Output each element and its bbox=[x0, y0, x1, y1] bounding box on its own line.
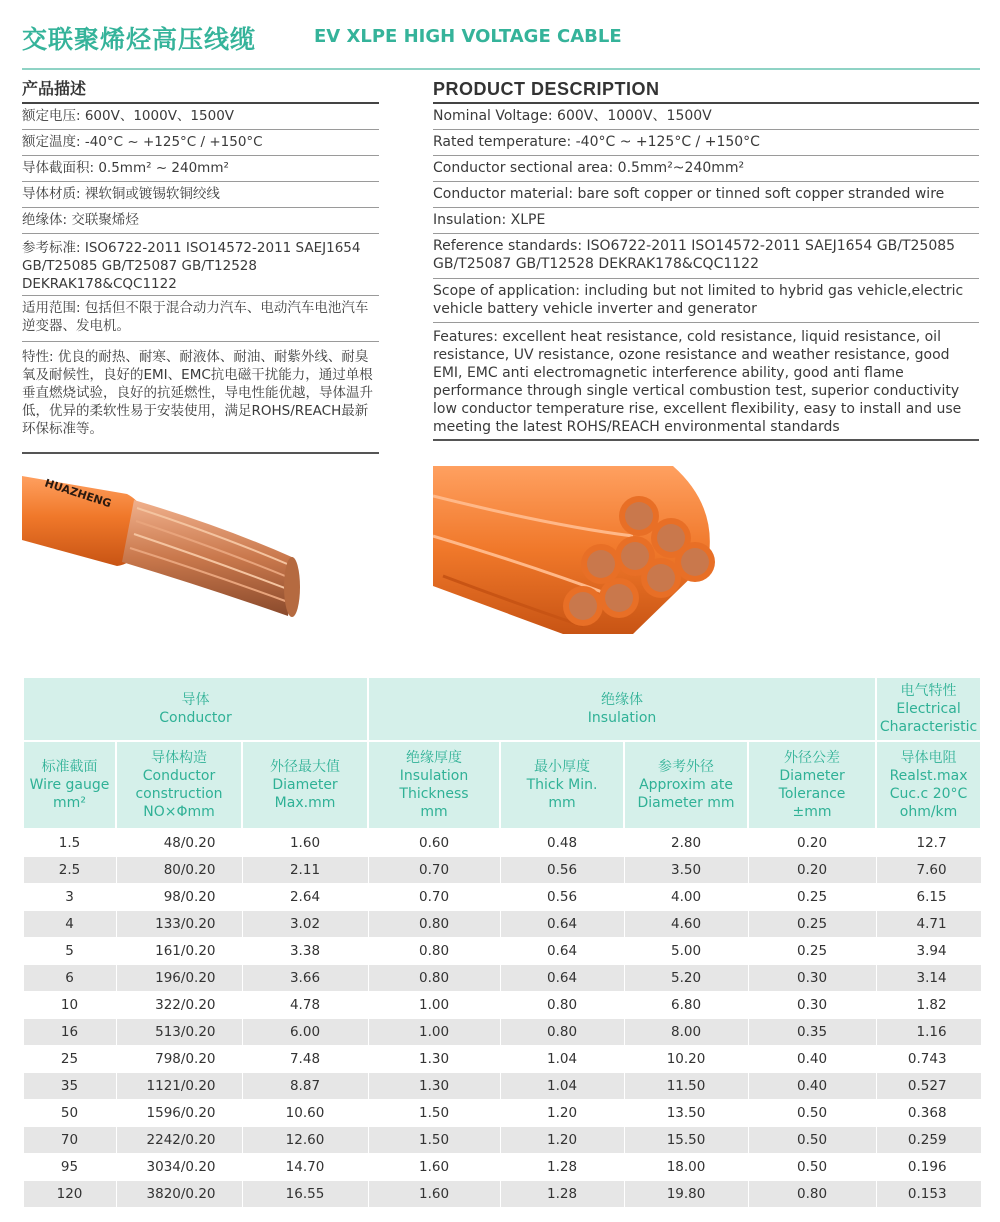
cell-thick-min: 1.28 bbox=[500, 1153, 624, 1180]
cell-thick-min: 1.20 bbox=[500, 1126, 624, 1153]
copper-strands bbox=[122, 500, 294, 616]
cell-resistance: 0.743 bbox=[876, 1045, 981, 1072]
cell-thick-min: 0.64 bbox=[500, 964, 624, 991]
spec-temperature-cn: 额定温度: -40°C ~ +125°C / +150°C bbox=[22, 130, 379, 156]
col-label-en: Wire gauge bbox=[29, 777, 110, 793]
group-label-cn: 导体 bbox=[181, 692, 210, 708]
spec-voltage-cn: 额定电压: 600V、1000V、1500V bbox=[22, 104, 379, 130]
cell-tolerance: 0.50 bbox=[748, 1099, 876, 1126]
spec-scope-en: Scope of application: including but not limited to hybrid gas vehicle,electric vehicle battery vehicle inverter and generator bbox=[433, 279, 979, 323]
col-label-en: construction bbox=[135, 786, 223, 802]
cell-construction: 196/0.20 bbox=[116, 964, 242, 991]
page-title-en: EV XLPE HIGH VOLTAGE CABLE bbox=[314, 26, 622, 47]
spec-standards-cn: 参考标准: ISO6722-2011 ISO14572-2011 SAEJ1654 GB/T25085 GB/T25087 GB/T12528 DEKRAK178&CQC1122 bbox=[22, 234, 379, 296]
col-label-cn: 最小厚度 bbox=[534, 759, 591, 775]
cell-gauge: 6 bbox=[23, 964, 116, 991]
cell-tolerance: 0.25 bbox=[748, 883, 876, 910]
spec-features-cn: 特性: 优良的耐热、耐寒、耐液体、耐油、耐紫外线、耐臭氧及耐候性，良好的EMI、EMC抗电磁干扰能力，通过单根垂直燃烧试验，良好的抗延燃性，导电性能优越，导体温升低，优异的柔软性易于安装使用，满足ROHS/REACH最新环保标准等。 bbox=[22, 342, 379, 454]
cell-approx-diameter: 6.80 bbox=[624, 991, 748, 1018]
col-label-en: Cuc.c 20°C bbox=[889, 786, 968, 802]
cell-resistance: 0.196 bbox=[876, 1153, 981, 1180]
cell-gauge: 25 bbox=[23, 1045, 116, 1072]
cell-thick-min: 0.56 bbox=[500, 883, 624, 910]
col-header-gauge bbox=[23, 741, 116, 829]
cell-resistance: 1.16 bbox=[876, 1018, 981, 1045]
section-heading-en: PRODUCT DESCRIPTION bbox=[433, 76, 979, 104]
spec-material-cn: 导体材质: 裸软铜或镀锡软铜绞线 bbox=[22, 182, 379, 208]
table-row bbox=[23, 856, 981, 883]
cell-construction: 1121/0.20 bbox=[116, 1072, 242, 1099]
cell-tolerance: 0.35 bbox=[748, 1018, 876, 1045]
col-label-en: Conductor bbox=[142, 768, 216, 784]
table-row bbox=[23, 964, 981, 991]
cell-construction: 322/0.20 bbox=[116, 991, 242, 1018]
cell-resistance: 7.60 bbox=[876, 856, 981, 883]
spec-scope-cn: 适用范围: 包括但不限于混合动力汽车、电动汽车电池汽车逆变器、发电机。 bbox=[22, 296, 379, 342]
cell-construction: 98/0.20 bbox=[116, 883, 242, 910]
cell-thick-min: 0.64 bbox=[500, 910, 624, 937]
col-label-en: Realst.max bbox=[889, 768, 968, 784]
cell-tolerance: 0.80 bbox=[748, 1180, 876, 1207]
cell-diameter-max: 2.11 bbox=[242, 856, 368, 883]
description-cn bbox=[22, 76, 379, 454]
cell-insulation-thickness: 1.60 bbox=[368, 1180, 500, 1207]
cell-construction: 80/0.20 bbox=[116, 856, 242, 883]
col-unit: mm bbox=[420, 804, 448, 820]
cell-thick-min: 0.80 bbox=[500, 991, 624, 1018]
cell-approx-diameter: 3.50 bbox=[624, 856, 748, 883]
col-unit: mm bbox=[548, 795, 576, 811]
cell-tolerance: 0.50 bbox=[748, 1126, 876, 1153]
cell-diameter-max: 3.02 bbox=[242, 910, 368, 937]
cell-gauge: 1.5 bbox=[23, 829, 116, 856]
col-header-resistance bbox=[876, 741, 981, 829]
spec-material-en: Conductor material: bare soft copper or tinned soft copper stranded wire bbox=[433, 182, 979, 208]
table-row bbox=[23, 1072, 981, 1099]
col-label-cn: 导体构造 bbox=[151, 750, 207, 766]
group-header-conductor bbox=[23, 677, 368, 741]
cell-diameter-max: 6.00 bbox=[242, 1018, 368, 1045]
cell-construction: 133/0.20 bbox=[116, 910, 242, 937]
cell-insulation-thickness: 1.50 bbox=[368, 1126, 500, 1153]
cell-insulation-thickness: 1.00 bbox=[368, 991, 500, 1018]
cell-diameter-max: 1.60 bbox=[242, 829, 368, 856]
col-label-cn: 参考外径 bbox=[658, 759, 715, 775]
cell-construction: 48/0.20 bbox=[116, 829, 242, 856]
table-row bbox=[23, 1018, 981, 1045]
cell-thick-min: 1.20 bbox=[500, 1099, 624, 1126]
cell-approx-diameter: 4.00 bbox=[624, 883, 748, 910]
group-label-en: Characteristic bbox=[879, 719, 978, 735]
table-row bbox=[23, 991, 981, 1018]
cell-approx-diameter: 2.80 bbox=[624, 829, 748, 856]
cell-approx-diameter: 5.00 bbox=[624, 937, 748, 964]
cell-approx-diameter: 10.20 bbox=[624, 1045, 748, 1072]
title-bar bbox=[22, 18, 980, 70]
cell-approx-diameter: 15.50 bbox=[624, 1126, 748, 1153]
col-label-en: Diameter bbox=[779, 768, 845, 784]
cell-gauge: 2.5 bbox=[23, 856, 116, 883]
table-row bbox=[23, 829, 981, 856]
cell-tolerance: 0.25 bbox=[748, 937, 876, 964]
cell-thick-min: 0.80 bbox=[500, 1018, 624, 1045]
group-label-cn: 电气特性 bbox=[900, 683, 957, 699]
cell-gauge: 10 bbox=[23, 991, 116, 1018]
cell-gauge: 4 bbox=[23, 910, 116, 937]
cell-resistance: 0.368 bbox=[876, 1099, 981, 1126]
cell-tolerance: 0.25 bbox=[748, 910, 876, 937]
cell-diameter-max: 12.60 bbox=[242, 1126, 368, 1153]
spec-standards-en: Reference standards: ISO6722-2011 ISO14572-2011 SAEJ1654 GB/T25085 GB/T25087 GB/T12528 DEKRAK178&CQC1122 bbox=[433, 234, 979, 279]
col-unit: NO×Φmm bbox=[143, 804, 215, 820]
cell-tolerance: 0.20 bbox=[748, 829, 876, 856]
spec-area-cn: 导体截面积: 0.5mm² ~ 240mm² bbox=[22, 156, 379, 182]
cell-tolerance: 0.40 bbox=[748, 1072, 876, 1099]
cable-bundle-photo bbox=[433, 466, 723, 636]
cell-resistance: 12.7 bbox=[876, 829, 981, 856]
col-label-en: Diameter bbox=[272, 777, 338, 793]
cell-diameter-max: 10.60 bbox=[242, 1099, 368, 1126]
group-label-en: Conductor bbox=[159, 710, 232, 726]
table-body bbox=[23, 829, 981, 1207]
cell-insulation-thickness: 0.70 bbox=[368, 856, 500, 883]
spec-insulation-cn: 绝缘体: 交联聚烯烃 bbox=[22, 208, 379, 234]
cell-construction: 3820/0.20 bbox=[116, 1180, 242, 1207]
cell-gauge: 3 bbox=[23, 883, 116, 910]
cell-approx-diameter: 5.20 bbox=[624, 964, 748, 991]
cell-resistance: 0.259 bbox=[876, 1126, 981, 1153]
cell-construction: 513/0.20 bbox=[116, 1018, 242, 1045]
cell-insulation-thickness: 1.60 bbox=[368, 1153, 500, 1180]
spec-area-en: Conductor sectional area: 0.5mm²~240mm² bbox=[433, 156, 979, 182]
cell-gauge: 5 bbox=[23, 937, 116, 964]
cell-diameter-max: 2.64 bbox=[242, 883, 368, 910]
spec-features-en: Features: excellent heat resistance, cold resistance, liquid resistance, oil resistance, UV resistance, ozone resistance and weather resistance, good EMI, EMC anti electromagnetic interference ability, good anti flame performance through single vertical combustion test, superior conductivity low conductor temperature rise, excellent flexibility, easy to install and use meeting the latest ROHS/REACH environmental standards bbox=[433, 323, 979, 441]
cell-gauge: 35 bbox=[23, 1072, 116, 1099]
cell-approx-diameter: 18.00 bbox=[624, 1153, 748, 1180]
table-row bbox=[23, 1045, 981, 1072]
col-label-en: Thick Min. bbox=[526, 777, 598, 793]
cell-approx-diameter: 8.00 bbox=[624, 1018, 748, 1045]
cell-insulation-thickness: 1.00 bbox=[368, 1018, 500, 1045]
col-header-tolerance bbox=[748, 741, 876, 829]
cell-thick-min: 1.04 bbox=[500, 1072, 624, 1099]
cell-thick-min: 0.64 bbox=[500, 937, 624, 964]
cable-brand-label: HUAZHENG bbox=[43, 476, 113, 511]
cell-approx-diameter: 4.60 bbox=[624, 910, 748, 937]
cell-thick-min: 1.04 bbox=[500, 1045, 624, 1072]
col-label-en: Tolerance bbox=[778, 786, 846, 802]
cell-resistance: 3.94 bbox=[876, 937, 981, 964]
page-title-cn: 交联聚烯烃高压线缆 bbox=[22, 25, 257, 54]
cell-construction: 2242/0.20 bbox=[116, 1126, 242, 1153]
table-row bbox=[23, 1153, 981, 1180]
cell-gauge: 16 bbox=[23, 1018, 116, 1045]
cell-approx-diameter: 13.50 bbox=[624, 1099, 748, 1126]
table-row bbox=[23, 937, 981, 964]
col-header-thick-min bbox=[500, 741, 624, 829]
cell-approx-diameter: 19.80 bbox=[624, 1180, 748, 1207]
cell-diameter-max: 7.48 bbox=[242, 1045, 368, 1072]
description-en bbox=[433, 76, 979, 441]
col-label-cn: 导体电阻 bbox=[900, 750, 957, 766]
col-header-insulation-thickness bbox=[368, 741, 500, 829]
cell-gauge: 70 bbox=[23, 1126, 116, 1153]
cell-gauge: 95 bbox=[23, 1153, 116, 1180]
cell-insulation-thickness: 1.30 bbox=[368, 1072, 500, 1099]
cell-resistance: 0.527 bbox=[876, 1072, 981, 1099]
spec-voltage-en: Nominal Voltage: 600V、1000V、1500V bbox=[433, 104, 979, 130]
col-header-diameter-max bbox=[242, 741, 368, 829]
spec-insulation-en: Insulation: XLPE bbox=[433, 208, 979, 234]
cell-tolerance: 0.30 bbox=[748, 964, 876, 991]
table-row bbox=[23, 1180, 981, 1207]
cell-diameter-max: 3.38 bbox=[242, 937, 368, 964]
cell-insulation-thickness: 1.50 bbox=[368, 1099, 500, 1126]
cell-tolerance: 0.40 bbox=[748, 1045, 876, 1072]
group-header-electrical bbox=[876, 677, 981, 741]
cell-insulation-thickness: 1.30 bbox=[368, 1045, 500, 1072]
cell-gauge: 50 bbox=[23, 1099, 116, 1126]
cell-insulation-thickness: 0.70 bbox=[368, 883, 500, 910]
table-row bbox=[23, 883, 981, 910]
cell-resistance: 3.14 bbox=[876, 964, 981, 991]
strand-end bbox=[284, 557, 300, 617]
single-cable-photo bbox=[22, 466, 312, 626]
col-header-approx-diameter bbox=[624, 741, 748, 829]
cell-insulation-thickness: 0.80 bbox=[368, 964, 500, 991]
spec-temperature-en: Rated temperature: -40°C ~ +125°C / +150°C bbox=[433, 130, 979, 156]
cell-thick-min: 1.28 bbox=[500, 1180, 624, 1207]
col-label-cn: 外径最大值 bbox=[270, 759, 340, 775]
cell-construction: 3034/0.20 bbox=[116, 1153, 242, 1180]
specification-table bbox=[22, 676, 982, 1208]
table-row bbox=[23, 910, 981, 937]
table-row bbox=[23, 1126, 981, 1153]
cell-insulation-thickness: 0.80 bbox=[368, 937, 500, 964]
cell-construction: 798/0.20 bbox=[116, 1045, 242, 1072]
table-row bbox=[23, 1099, 981, 1126]
col-unit: ohm/km bbox=[899, 804, 958, 820]
cell-thick-min: 0.48 bbox=[500, 829, 624, 856]
cell-diameter-max: 16.55 bbox=[242, 1180, 368, 1207]
cell-diameter-max: 4.78 bbox=[242, 991, 368, 1018]
group-label-en: Insulation bbox=[587, 710, 657, 726]
col-label-en: Max.mm bbox=[274, 795, 336, 811]
col-header-construction bbox=[116, 741, 242, 829]
col-label-cn: 绝缘厚度 bbox=[406, 750, 463, 766]
cell-insulation-thickness: 0.60 bbox=[368, 829, 500, 856]
cell-thick-min: 0.56 bbox=[500, 856, 624, 883]
col-label-en: Insulation bbox=[399, 768, 469, 784]
col-label-cn: 标准截面 bbox=[41, 759, 98, 775]
group-label-cn: 绝缘体 bbox=[601, 692, 644, 708]
cell-gauge: 120 bbox=[23, 1180, 116, 1207]
col-label-cn: 外径公差 bbox=[784, 750, 841, 766]
cell-resistance: 1.82 bbox=[876, 991, 981, 1018]
cell-tolerance: 0.20 bbox=[748, 856, 876, 883]
col-unit: ±mm bbox=[792, 804, 832, 820]
section-heading-cn: 产品描述 bbox=[22, 76, 379, 104]
cell-diameter-max: 8.87 bbox=[242, 1072, 368, 1099]
cell-construction: 161/0.20 bbox=[116, 937, 242, 964]
col-unit: mm² bbox=[53, 795, 86, 811]
cell-insulation-thickness: 0.80 bbox=[368, 910, 500, 937]
cell-diameter-max: 14.70 bbox=[242, 1153, 368, 1180]
col-label-en: Approxim ate bbox=[639, 777, 733, 793]
cell-tolerance: 0.50 bbox=[748, 1153, 876, 1180]
col-label-en: Thickness bbox=[399, 786, 469, 802]
cell-approx-diameter: 11.50 bbox=[624, 1072, 748, 1099]
group-label-en: Electrical bbox=[896, 701, 961, 717]
col-label-en: Diameter mm bbox=[637, 795, 735, 811]
cell-resistance: 0.153 bbox=[876, 1180, 981, 1207]
cell-resistance: 6.15 bbox=[876, 883, 981, 910]
cell-resistance: 4.71 bbox=[876, 910, 981, 937]
cell-construction: 1596/0.20 bbox=[116, 1099, 242, 1126]
group-header-insulation bbox=[368, 677, 876, 741]
cell-diameter-max: 3.66 bbox=[242, 964, 368, 991]
cell-tolerance: 0.30 bbox=[748, 991, 876, 1018]
